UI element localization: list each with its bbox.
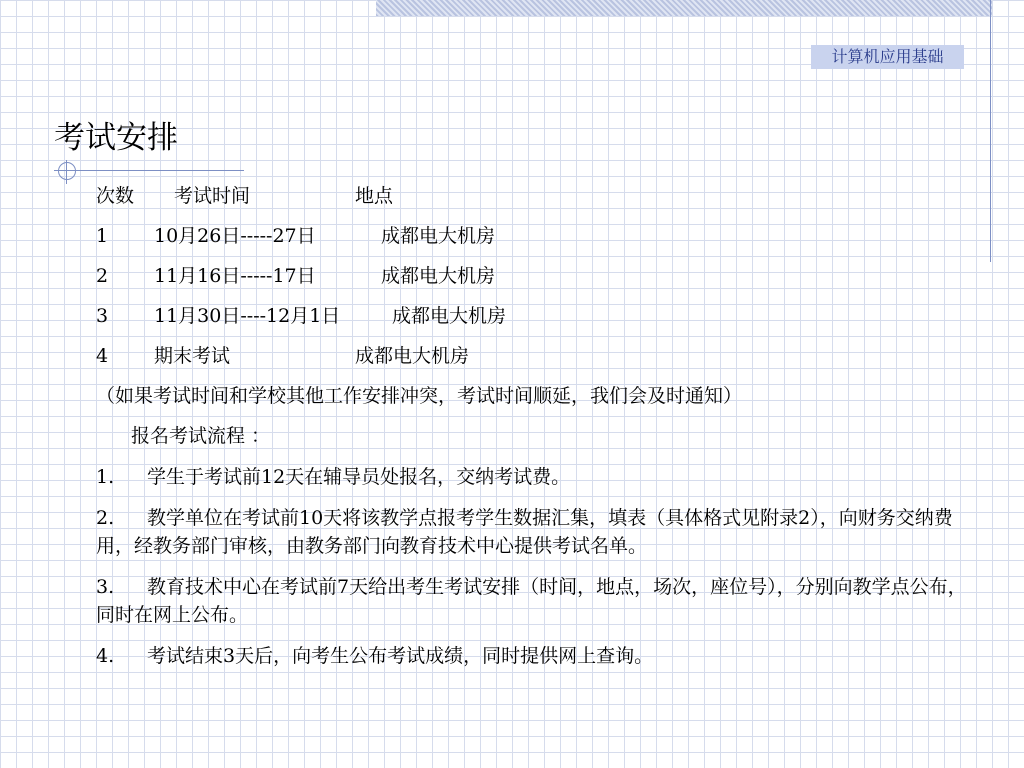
row-location: 成都电大机房 [392, 305, 507, 327]
header-time: 考试时间 [174, 185, 251, 207]
slide-title: 考试安排 [54, 120, 178, 156]
slide-content [96, 182, 976, 683]
process-step [96, 642, 976, 670]
schedule-row [96, 342, 976, 370]
row-time: 10月26日-----27日 [154, 225, 316, 247]
process-step [96, 573, 976, 629]
step-text: 考试结束3天后，向考生公布考试成绩，同时提供网上查询。 [147, 645, 654, 667]
row-location: 成都电大机房 [381, 265, 496, 287]
schedule-row [96, 222, 976, 250]
header-count: 次数 [96, 185, 135, 207]
row-number: 3 [96, 305, 109, 327]
step-text: 教学单位在考试前10天将该教学点报考学生数据汇集，填表（具体格式见附录2），向财务交纳费用，经教务部门审核，由教务部门向教育技术中心提供考试名单。 [96, 507, 953, 557]
row-time: 11月16日-----17日 [154, 265, 316, 287]
process-title: 报名考试流程 ： [131, 425, 271, 447]
step-number: 1. [96, 466, 115, 488]
title-circle-decor [58, 162, 76, 180]
schedule-header-row [96, 182, 976, 210]
schedule-row [96, 262, 976, 290]
process-step [96, 463, 976, 491]
row-number: 4 [96, 345, 109, 367]
row-time: 期末考试 [154, 345, 231, 367]
step-text: 教育技术中心在考试前7天给出考生考试安排（时间，地点，场次，座位号），分别向教学点公布，同时在网上公布。 [96, 576, 967, 626]
step-number: 2. [96, 507, 115, 529]
step-number: 4. [96, 645, 115, 667]
title-underline [54, 170, 244, 171]
step-number: 3. [96, 576, 115, 598]
schedule-note: （如果考试时间和学校其他工作安排冲突，考试时间顺延，我们会及时通知） [96, 385, 743, 407]
row-number: 1 [96, 225, 109, 247]
top-decor-band [376, 0, 992, 16]
row-time: 11月30日----12月1日 [154, 305, 341, 327]
step-text: 学生于考试前12天在辅导员处报名，交纳考试费。 [147, 466, 571, 488]
row-location: 成都电大机房 [381, 225, 496, 247]
header-location: 地点 [355, 185, 394, 207]
course-name-tag: 计算机应用基础 [811, 45, 964, 69]
row-number: 2 [96, 265, 109, 287]
schedule-row [96, 302, 976, 330]
process-step [96, 504, 976, 560]
row-location: 成都电大机房 [355, 345, 470, 367]
right-decor-line [990, 0, 991, 262]
